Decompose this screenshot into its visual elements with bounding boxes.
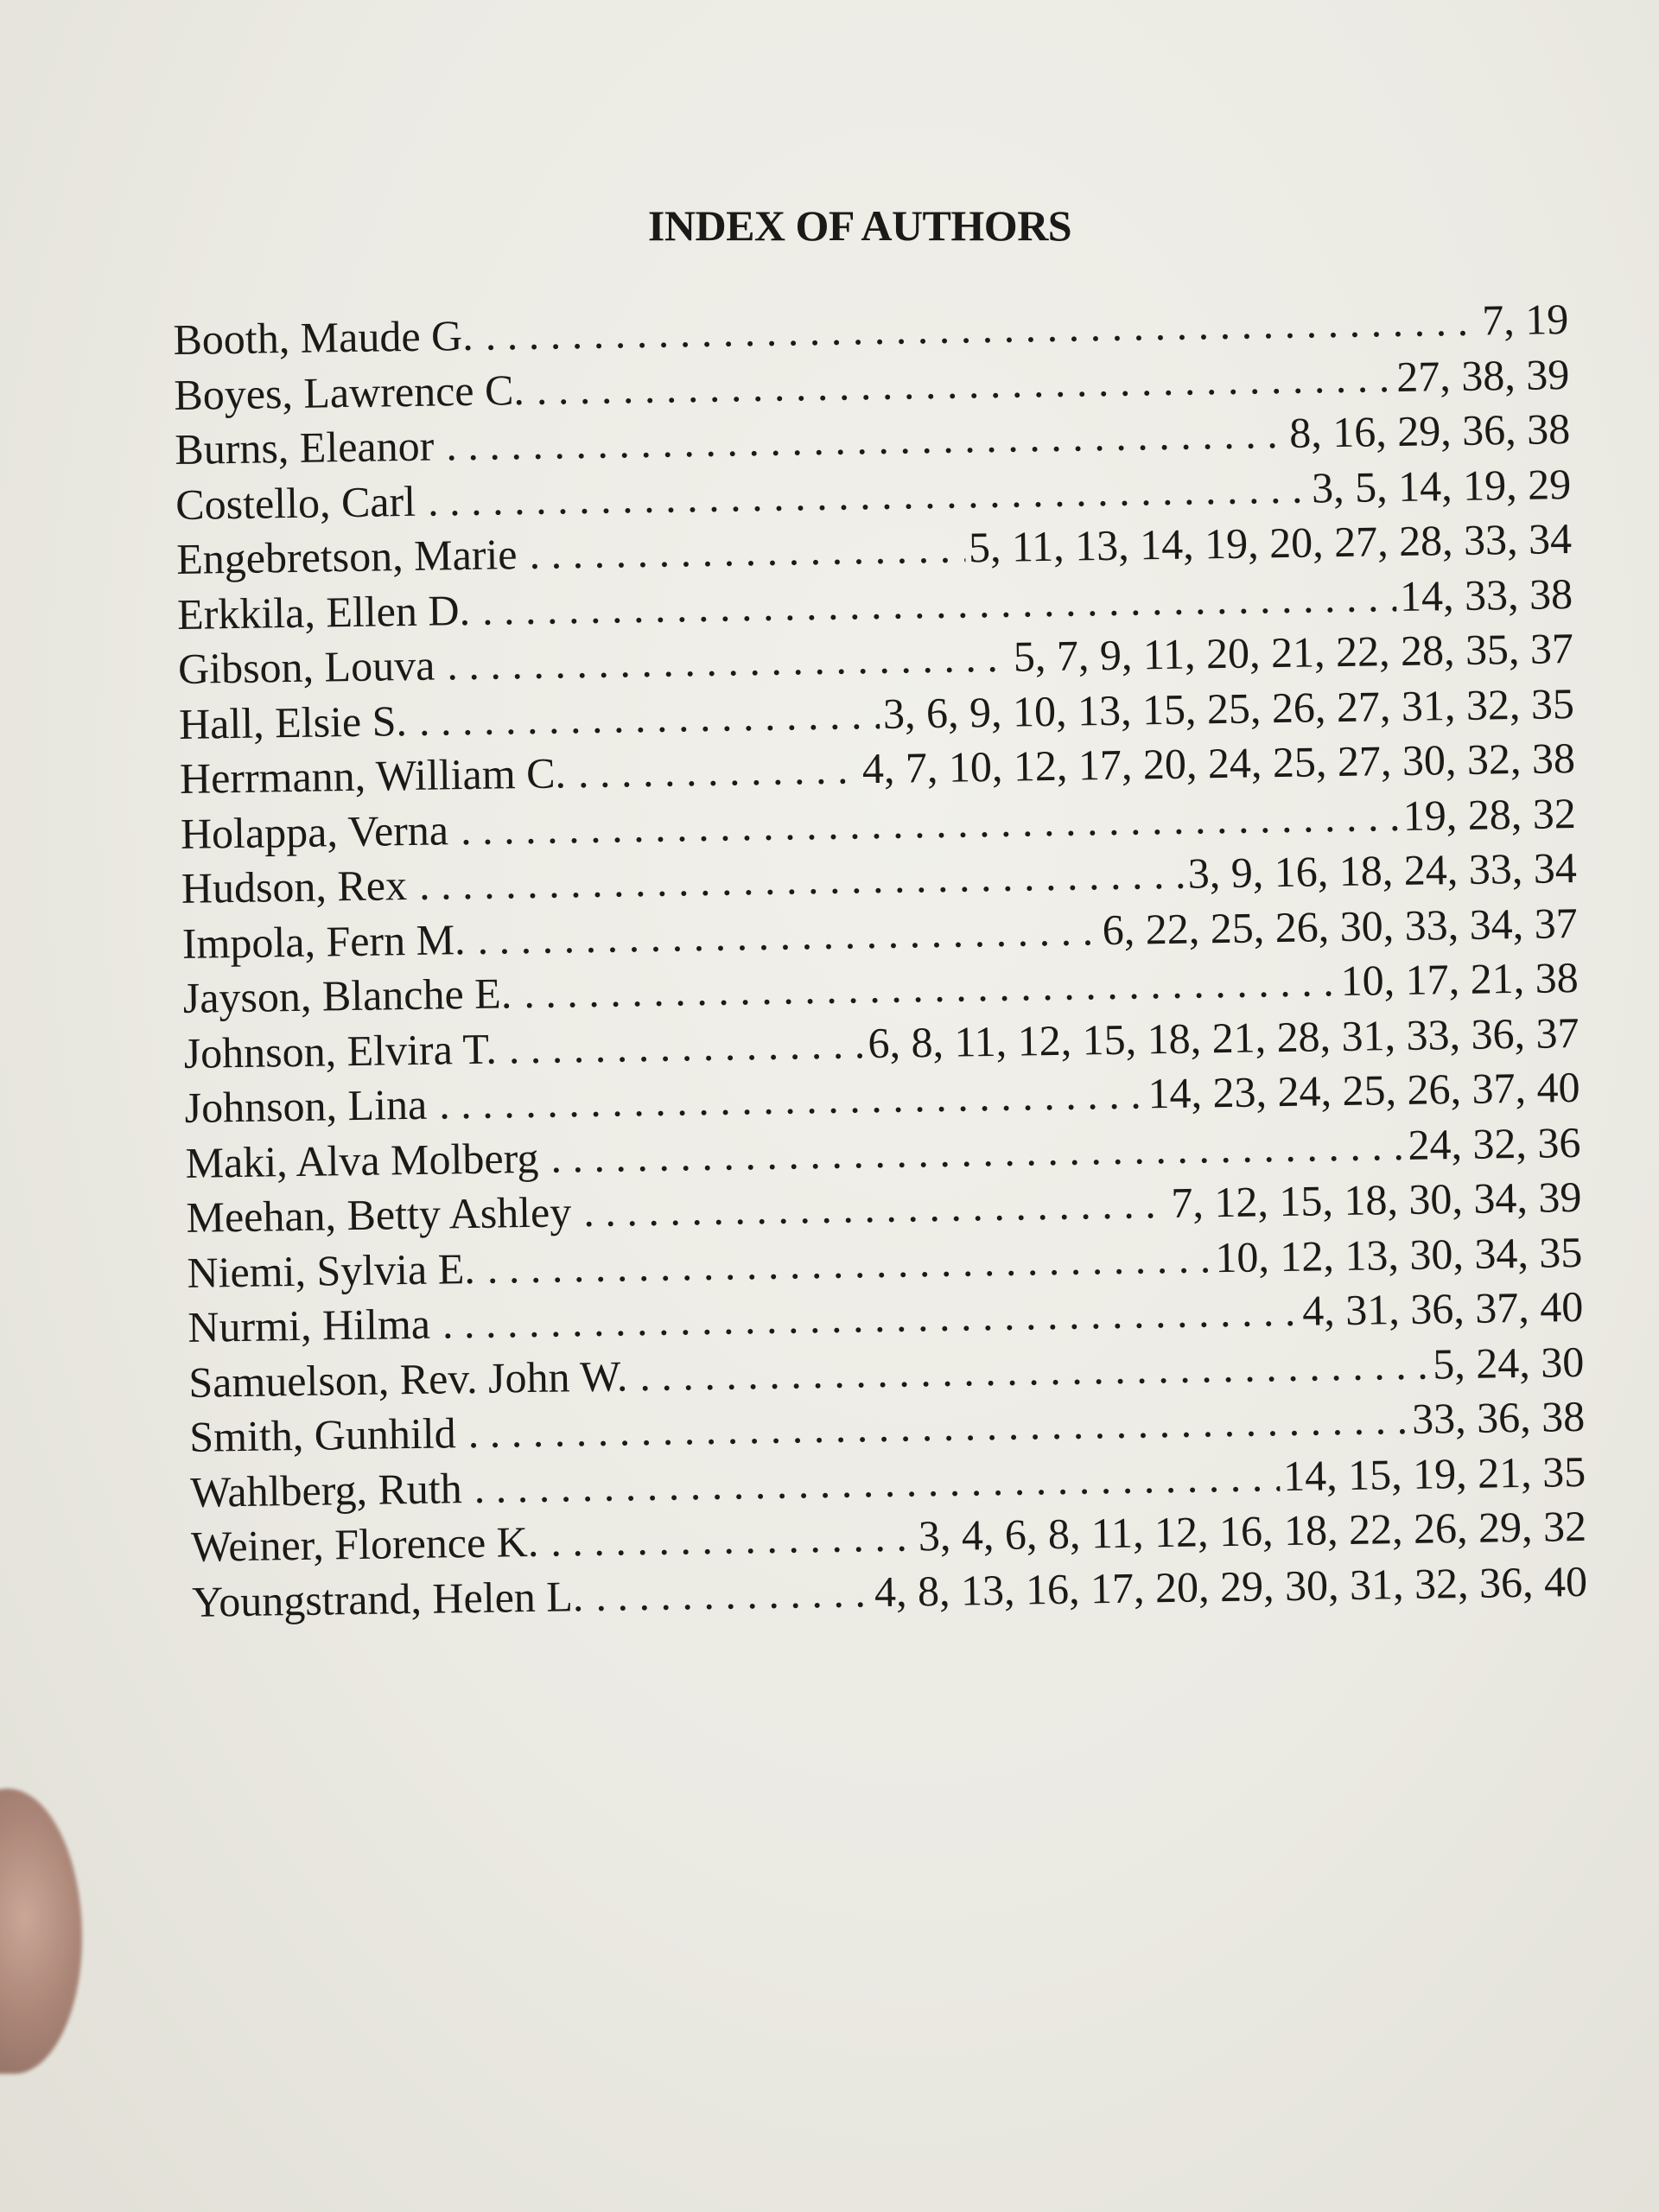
- page-numbers: 33, 36, 38: [1411, 1391, 1586, 1443]
- page-numbers: 4, 31, 36, 37, 40: [1301, 1281, 1584, 1335]
- author-name: Meehan, Betty Ashley: [186, 1187, 572, 1242]
- page-numbers: 5, 7, 9, 11, 20, 21, 22, 28, 35, 37: [1013, 623, 1574, 681]
- page-numbers: 14, 23, 24, 25, 26, 37, 40: [1147, 1062, 1580, 1118]
- author-name: Niemi, Sylvia E.: [187, 1243, 476, 1297]
- author-name: Burns, Eleanor: [174, 421, 435, 474]
- author-name: Boyes, Lawrence C.: [173, 365, 525, 419]
- dot-leader: [583, 1176, 1168, 1240]
- page-numbers: 7, 12, 15, 18, 30, 34, 39: [1170, 1172, 1582, 1227]
- author-name: Erkkila, Ellen D.: [176, 585, 471, 639]
- page-title: INDEX OF AUTHORS: [647, 201, 1072, 250]
- page-numbers: 14, 33, 38: [1399, 569, 1573, 620]
- author-name: Holappa, Verna: [180, 804, 449, 858]
- page-numbers: 3, 4, 6, 8, 11, 12, 16, 18, 22, 26, 29, 32: [918, 1501, 1587, 1560]
- author-name: Jayson, Blanche E.: [182, 969, 512, 1022]
- dot-leader: [529, 520, 965, 582]
- author-name: Maki, Alva Molberg: [185, 1133, 539, 1187]
- author-name: Hudson, Rex: [181, 861, 408, 912]
- dot-leader: [447, 630, 1011, 693]
- page-numbers: 4, 8, 13, 16, 17, 20, 29, 30, 31, 32, 36, 40: [874, 1556, 1588, 1616]
- page-numbers: 24, 32, 36: [1408, 1117, 1581, 1169]
- page-numbers: 5, 24, 30: [1432, 1337, 1585, 1388]
- author-name: Engebretson, Marie: [175, 530, 518, 583]
- page-numbers: 4, 7, 10, 12, 17, 20, 24, 25, 27, 30, 32, 38: [861, 733, 1576, 793]
- page-numbers: 10, 17, 21, 38: [1340, 952, 1580, 1006]
- dot-leader: [418, 686, 880, 747]
- author-name: Herrmann, William C.: [179, 748, 567, 803]
- page-numbers: 19, 28, 32: [1402, 788, 1577, 840]
- dot-leader: [477, 903, 1099, 967]
- author-name: Johnson, Elvira T.: [183, 1024, 498, 1077]
- dot-leader: [439, 1066, 1145, 1132]
- author-name: Costello, Carl: [175, 476, 416, 529]
- author-name: Johnson, Lina: [184, 1079, 428, 1132]
- author-name: Weiner, Florence K.: [190, 1516, 539, 1571]
- author-name: Impola, Fern M.: [181, 914, 466, 968]
- page-numbers: 5, 11, 13, 14, 19, 20, 27, 28, 33, 34: [968, 514, 1573, 572]
- author-name: Samuelson, Rev. John W.: [188, 1351, 628, 1407]
- dot-leader: [508, 1016, 865, 1077]
- author-name: Youngstrand, Helen L.: [191, 1571, 584, 1626]
- author-name: Nurmi, Hilma: [188, 1299, 431, 1351]
- page-numbers: 6, 8, 11, 12, 15, 18, 21, 28, 31, 33, 36, 37: [868, 1007, 1580, 1067]
- author-name: Gibson, Louva: [177, 640, 435, 693]
- page-numbers: 7, 19: [1481, 295, 1569, 345]
- page-numbers: 10, 12, 13, 30, 34, 35: [1214, 1227, 1583, 1281]
- author-name: Hall, Elsie S.: [178, 696, 408, 748]
- author-name: Booth, Maude G.: [173, 310, 474, 364]
- page-numbers: 14, 15, 19, 21, 35: [1282, 1446, 1586, 1500]
- dot-leader: [595, 1565, 872, 1624]
- author-name: Smith, Gunhild: [188, 1408, 457, 1461]
- page-numbers: 3, 5, 14, 19, 29: [1311, 459, 1572, 512]
- thumb-photo-artifact: [0, 1789, 82, 2074]
- page-numbers: 3, 9, 16, 18, 24, 33, 34: [1187, 842, 1578, 898]
- page-numbers: 6, 22, 25, 26, 30, 33, 34, 37: [1102, 898, 1579, 954]
- dot-leader: [550, 1509, 916, 1569]
- page-numbers: 27, 38, 39: [1395, 349, 1570, 401]
- author-index-list: [173, 292, 1587, 1630]
- page-numbers: 3, 6, 9, 10, 13, 15, 25, 26, 27, 31, 32, 35: [882, 678, 1575, 738]
- page-numbers: 8, 16, 29, 36, 38: [1288, 404, 1571, 457]
- author-name: Wahlberg, Ruth: [189, 1463, 463, 1516]
- dot-leader: [577, 741, 859, 800]
